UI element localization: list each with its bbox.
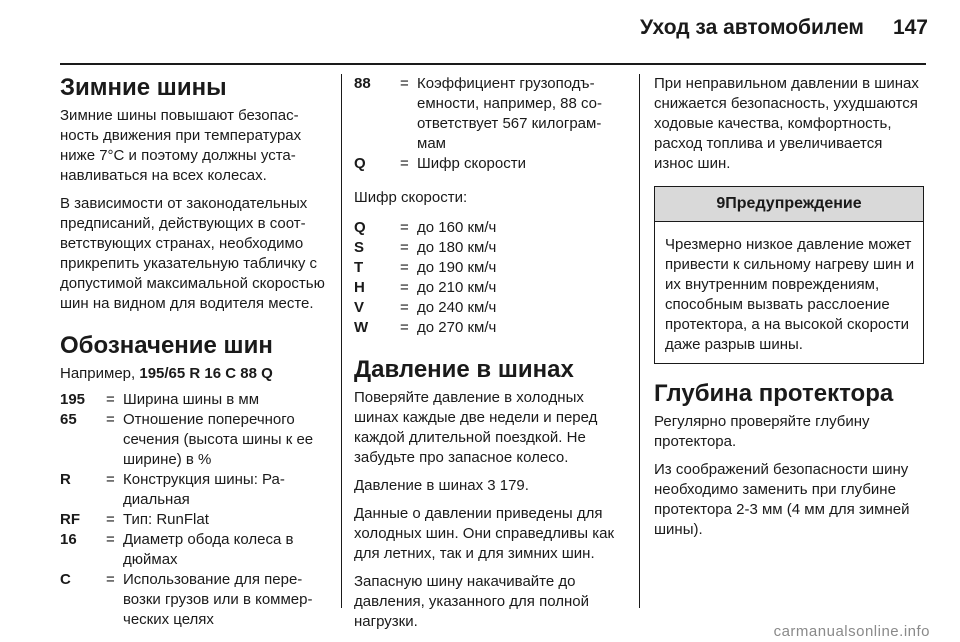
example-prefix: Например,: [60, 365, 136, 382]
watermark: carmanualsonline.info: [773, 623, 930, 640]
def-eq: =: [400, 299, 409, 316]
list-item: [60, 530, 326, 570]
list-item: [60, 570, 326, 630]
def-key: 16: [60, 531, 77, 548]
column-3: [654, 74, 924, 548]
def-value: Тип: RunFlat: [123, 511, 209, 528]
def-value: Конструкция шины: Радиальная: [123, 471, 285, 508]
load-speed-list: [354, 74, 624, 174]
tire-pressure-heading: Давление в шинах: [354, 356, 574, 383]
pressure-paragraph-2: Давление в шинах 3 179.: [354, 477, 529, 494]
column-divider-2: [639, 74, 640, 608]
def-value: Отношение поперечного сечения (высота шины к ее ширине) в %: [123, 411, 314, 468]
def-eq: =: [400, 279, 409, 296]
example-code: 195/65 R 16 C 88 Q: [139, 365, 273, 382]
tread-depth-heading: Глубина протектора: [654, 380, 894, 407]
def-key: Q: [354, 155, 366, 172]
list-item: [354, 74, 624, 154]
def-value: до 210 км/ч: [417, 279, 497, 296]
def-eq: =: [400, 319, 409, 336]
list-item: [60, 510, 326, 530]
pressure-paragraph-1: Поверяйте давление в холодных шинах каждые две недели и перед каждой длительной поездкой. Не забудьте про запасное колесо.: [354, 389, 598, 466]
def-key: R: [60, 471, 71, 488]
def-eq: =: [106, 571, 115, 588]
def-eq: =: [400, 219, 409, 236]
warning-text: Чрезмерно низкое давление может привести к сильному нагреву шин и их внутренним повреждениям, способным вызвать расслоение протектора, а на высокой скорости даже разрыв шины.: [665, 236, 915, 353]
list-item: [354, 238, 624, 258]
def-value: до 180 км/ч: [417, 239, 497, 256]
list-item: [354, 154, 624, 174]
def-key: 65: [60, 411, 77, 428]
warning-symbol: 9: [716, 195, 726, 212]
def-value: до 240 км/ч: [417, 299, 497, 316]
pressure-paragraph-4: Запасную шину накачивайте до давления, указанного для полной нагрузки.: [354, 573, 589, 630]
def-value: Ширина шины в мм: [123, 391, 260, 408]
def-value: Коэффициент грузоподъемности, например, 88 соответствует 567 килограммам: [417, 75, 603, 152]
warning-header: [655, 187, 923, 222]
def-key: Q: [354, 219, 366, 236]
def-key: C: [60, 571, 71, 588]
page-number: 147: [892, 16, 928, 39]
warning-box: [654, 186, 924, 364]
list-item: [60, 390, 326, 410]
column-1: [60, 74, 326, 630]
def-eq: =: [106, 531, 115, 548]
winter-paragraph-1: Зимние шины повышают безопасность движения при температурах ниже 7°C и поэтому должны устанавливаться на всех колесах.: [60, 107, 302, 184]
def-value: Использование для перевозки грузов или в коммерческих целях: [123, 571, 313, 628]
def-eq: =: [106, 391, 115, 408]
warning-title: Предупреждение: [725, 195, 862, 212]
example-line: [60, 364, 326, 384]
def-eq: =: [400, 75, 409, 92]
def-value: до 160 км/ч: [417, 219, 497, 236]
def-key: T: [354, 259, 364, 276]
column-2: [354, 74, 624, 640]
def-key: 88: [354, 75, 371, 92]
def-eq: =: [106, 471, 115, 488]
def-eq: =: [400, 259, 409, 276]
def-key: H: [354, 279, 365, 296]
pressure-intro-paragraph: При неправильном давлении в шинах снижается безопасность, ухудшаются ходовые качества, комфортность, расход топлива и увеличивается износ шин.: [654, 75, 919, 172]
list-item: [354, 218, 624, 238]
def-key: V: [354, 299, 365, 316]
list-item: [60, 470, 326, 510]
winter-tires-heading: Зимние шины: [60, 74, 227, 101]
def-value: до 190 км/ч: [417, 259, 497, 276]
designation-list: [60, 390, 326, 630]
list-item: [354, 318, 624, 338]
pressure-paragraph-3: Данные о давлении приведены для холодных шин. Они справедливы как для летних, так и для зимних шин.: [354, 505, 615, 562]
tire-designation-heading: Обозначение шин: [60, 332, 273, 359]
def-eq: =: [106, 411, 115, 428]
def-value: до 270 км/ч: [417, 319, 497, 336]
speed-intro: Шифр скорости:: [354, 189, 468, 206]
def-eq: =: [106, 511, 115, 528]
tread-paragraph-2: Из соображений безопасности шину необходимо заменить при глубине протектора 2-3 мм (4 мм для зимней шины).: [654, 461, 910, 538]
header-title: Уход за автомобилем: [640, 16, 864, 39]
def-key: 195: [60, 391, 86, 408]
tread-paragraph-1: Регулярно проверяйте глубину протектора.: [654, 413, 870, 450]
column-divider-1: [341, 74, 342, 608]
list-item: [354, 258, 624, 278]
def-value: Шифр скорости: [417, 155, 526, 172]
list-item: [354, 278, 624, 298]
header-rule: [60, 63, 926, 65]
speed-list: [354, 218, 624, 338]
def-key: S: [354, 239, 365, 256]
def-key: W: [354, 319, 369, 336]
def-eq: =: [400, 239, 409, 256]
def-value: Диаметр обода колеса в дюймах: [123, 531, 294, 568]
def-key: RF: [60, 511, 80, 528]
winter-paragraph-2: В зависимости от законодательных предписаний, действующих в соответствующих странах, необходимо прикрепить указательную табличку с допустимой максимальной скоростью шин на видном для водителя месте.: [60, 195, 325, 312]
list-item: [60, 410, 326, 470]
def-eq: =: [400, 155, 409, 172]
list-item: [354, 298, 624, 318]
